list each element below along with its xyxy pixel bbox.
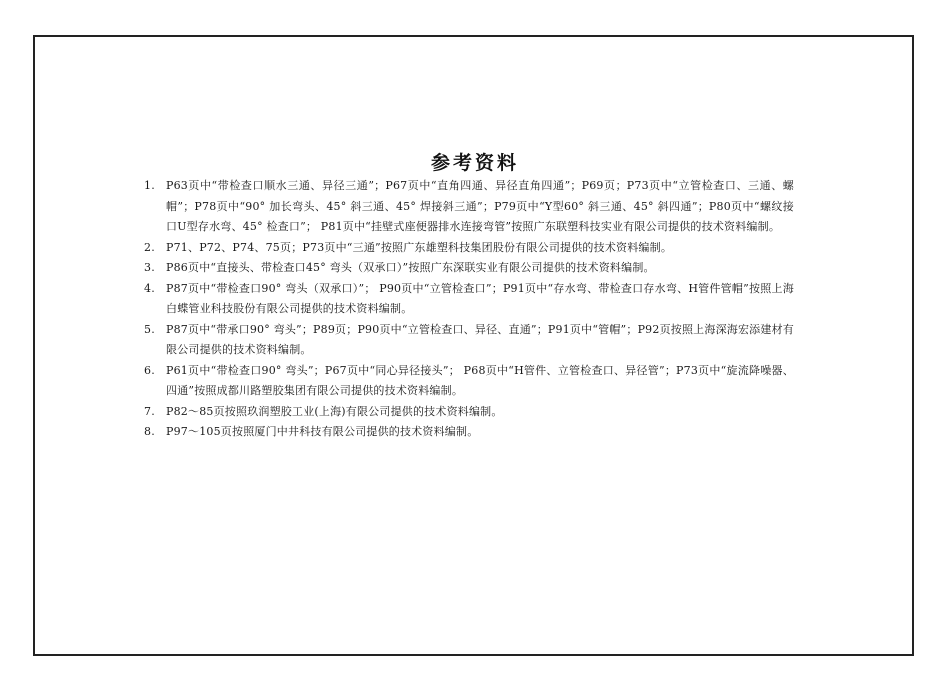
reference-text: P87页中“带检查口90° 弯头（双承口）”； P90页中“立管检查口”；P91页中“存水弯、带检查口存水弯、H管件管帽”按照上海白蝶管业科技股份有限公司提供的技术资料编制。	[166, 281, 794, 315]
reference-item	[144, 422, 794, 443]
reference-item	[144, 176, 794, 238]
reference-list	[144, 176, 794, 443]
reference-text: P97～105页按照厦门中井科技有限公司提供的技术资料编制。	[166, 425, 479, 438]
reference-text: P87页中“带承口90° 弯头”；P89页；P90页中“立管检查口、异径、直通”；P91页中“管帽”；P92页按照上海深海宏添建材有限公司提供的技术资料编制。	[166, 322, 794, 356]
reference-text: P86页中“直接头、带检查口45° 弯头（双承口）”按照广东深联实业有限公司提供的技术资料编制。	[166, 261, 655, 274]
reference-item	[144, 258, 794, 279]
reference-number: 4.	[144, 281, 155, 295]
reference-number: 5.	[144, 322, 155, 336]
reference-number: 7.	[144, 404, 155, 418]
reference-number: 3.	[144, 261, 155, 274]
reference-number: 2.	[144, 240, 155, 254]
reference-item	[144, 320, 794, 361]
reference-text: P63页中“带检查口顺水三通、异径三通”；P67页中“直角四通、异径直角四通”；P69页；P73页中“立管检查口、三通、螺帽”；P78页中“90° 加长弯头、45° 斜三通、45° 焊接斜三通”；P79页中“Y型60° 斜三通、45° 斜四通”；P80页中“螺纹接口U型存水弯、45° 检查口”； P81页中“挂壁式座便器排水连接弯管”按照广东联塑科技实业有限公司提供的技术资料编制。	[166, 179, 794, 233]
reference-text: P71、P72、P74、75页；P73页中“三通”按照广东雄塑科技集团股份有限公司提供的技术资料编制。	[166, 240, 673, 254]
reference-number: 6.	[144, 363, 155, 377]
page-title: 参考资料	[430, 151, 519, 174]
reference-item	[144, 238, 794, 259]
reference-number: 8.	[144, 425, 155, 438]
reference-text: P61页中“带检查口90° 弯头”；P67页中“同心异径接头”； P68页中“H管件、立管检查口、异径管”；P73页中“旋流降噪器、四通”按照成都川路塑胶集团有限公司提供的技术资料编制。	[166, 363, 794, 397]
reference-text: P82～85页按照玖润塑胶工业(上海)有限公司提供的技术资料编制。	[166, 404, 503, 418]
reference-item	[144, 402, 794, 423]
reference-number: 1.	[144, 179, 155, 192]
reference-item	[144, 279, 794, 320]
reference-item	[144, 361, 794, 402]
